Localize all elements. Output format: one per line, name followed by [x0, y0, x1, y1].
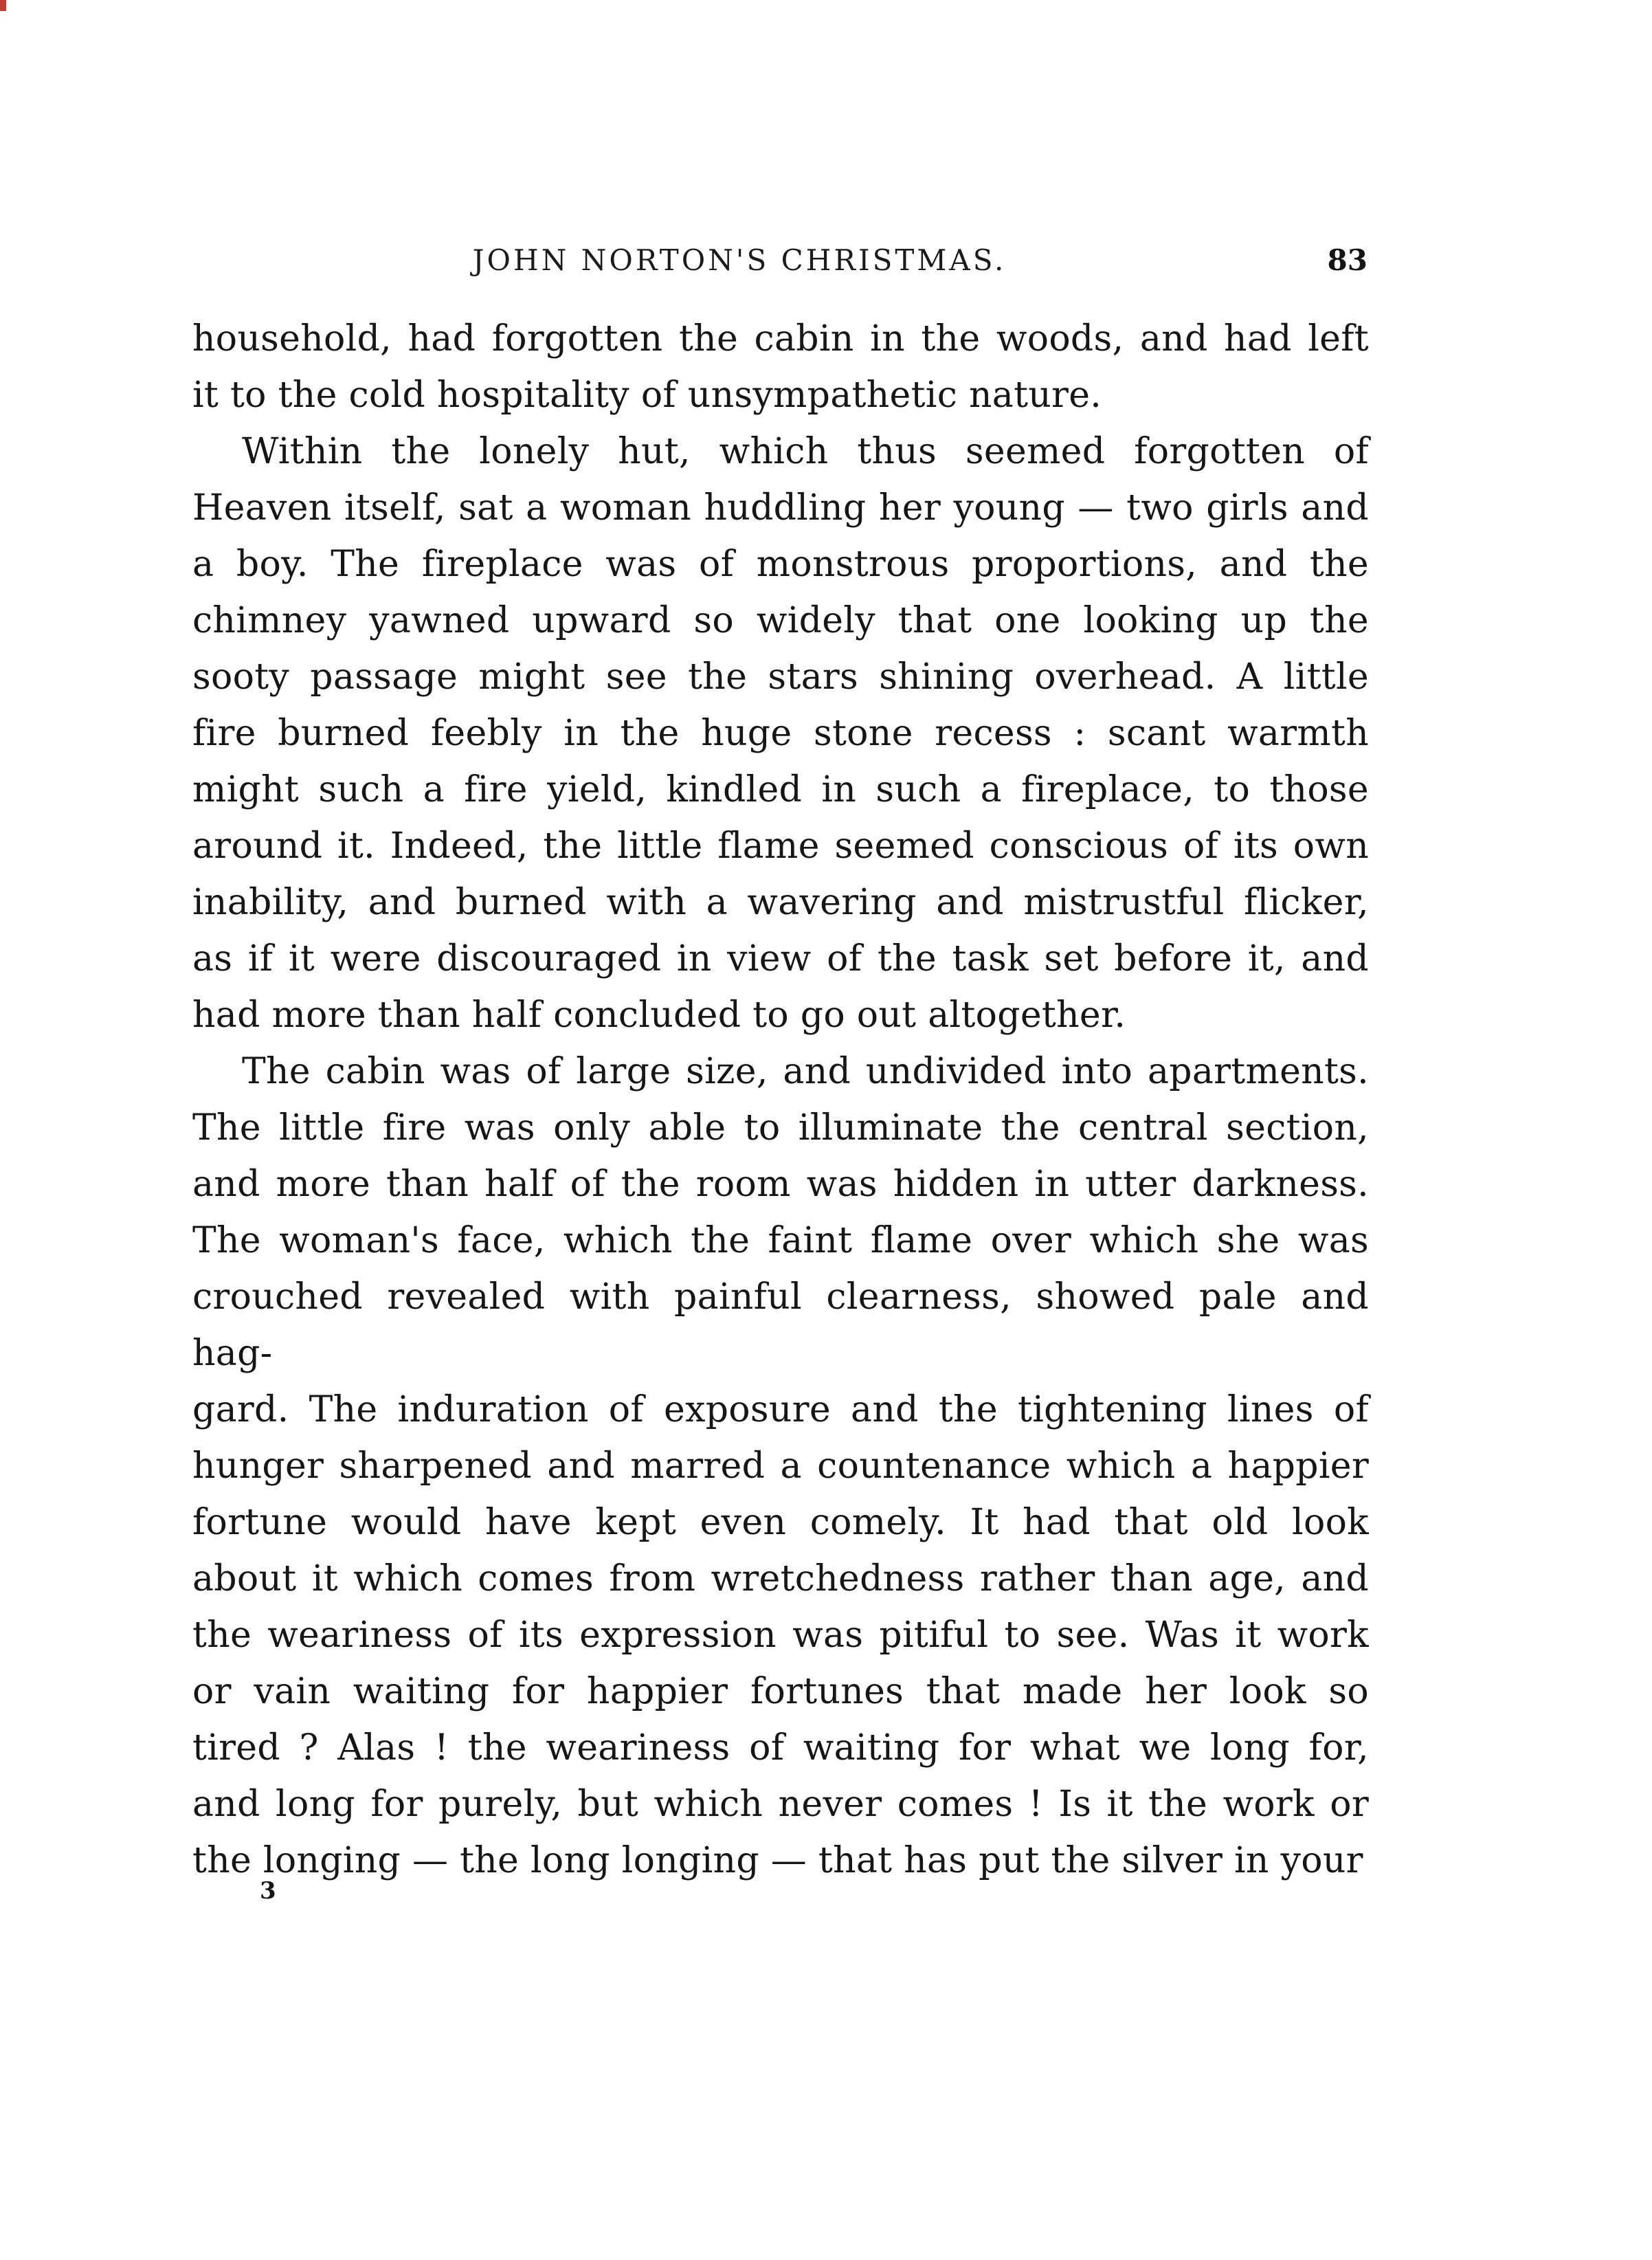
text-line: chimney yawned upward so widely that one looking up the	[192, 600, 1369, 641]
text-line: gard. The induration of exposure and the tightening lines of	[192, 1389, 1369, 1430]
text-line: crouched revealed with painful clearness, showed pale and hag-	[192, 1276, 1369, 1374]
text-line: or vain waiting for happier fortunes that made her look so	[192, 1671, 1369, 1712]
text-line: around it. Indeed, the little flame seemed conscious of its own	[192, 826, 1369, 867]
text-line: as if it were discouraged in view of the task set before it, and	[192, 938, 1369, 979]
text-line: fire burned feebly in the huge stone recess : scant warmth	[192, 713, 1369, 754]
text-line: sooty passage might see the stars shining overhead. A little	[192, 656, 1369, 698]
text-line: the longing — the long longing — that has put the silver in your	[192, 1840, 1363, 1881]
text-line: a boy. The fireplace was of monstrous proportions, and the	[192, 544, 1369, 585]
signature-mark: 3	[260, 1877, 276, 1905]
text-line: hunger sharpened and marred a countenance which a happier	[192, 1445, 1369, 1487]
paragraph	[192, 311, 1369, 423]
text-line: might such a fire yield, kindled in such a fireplace, to those	[192, 769, 1369, 810]
running-title: JOHN NORTON'S CHRISTMAS.	[472, 243, 1007, 277]
text-line: The little fire was only able to illuminate the central section,	[192, 1107, 1369, 1149]
text-line: fortune would have kept even comely. It had that old look	[192, 1502, 1369, 1543]
text-line: The woman's face, which the faint flame over which she was	[192, 1220, 1369, 1261]
scan-edge-artifact	[0, 0, 6, 11]
text-line: and more than half of the room was hidden in utter darkness.	[192, 1164, 1369, 1205]
text-line: it to the cold hospitality of unsympathetic nature.	[192, 375, 1102, 416]
paragraph	[192, 423, 1369, 1043]
text-line: the weariness of its expression was pitiful to see. Was it work	[192, 1615, 1369, 1656]
text-line: Heaven itself, sat a woman huddling her young — two girls and	[192, 487, 1369, 529]
text-line: household, had forgotten the cabin in the woods, and had left	[192, 318, 1369, 359]
text-line: had more than half concluded to go out altogether.	[192, 995, 1126, 1036]
page-header	[192, 239, 1369, 282]
text-line: and long for purely, but which never comes ! Is it the work or	[192, 1784, 1369, 1825]
text-block	[192, 239, 1369, 1903]
body-text	[192, 311, 1369, 1889]
text-line: about it which comes from wretchedness rather than age, and	[192, 1558, 1369, 1599]
text-line: inability, and burned with a wavering and mistrustful flicker,	[192, 882, 1369, 923]
text-line: The cabin was of large size, and undivided into apartments.	[242, 1051, 1369, 1092]
page-number: 83	[1327, 243, 1368, 277]
text-line: tired ? Alas ! the weariness of waiting for what we long for,	[192, 1727, 1369, 1769]
paragraph	[192, 1043, 1369, 1889]
text-line: Within the lonely hut, which thus seemed forgotten of	[242, 431, 1369, 472]
